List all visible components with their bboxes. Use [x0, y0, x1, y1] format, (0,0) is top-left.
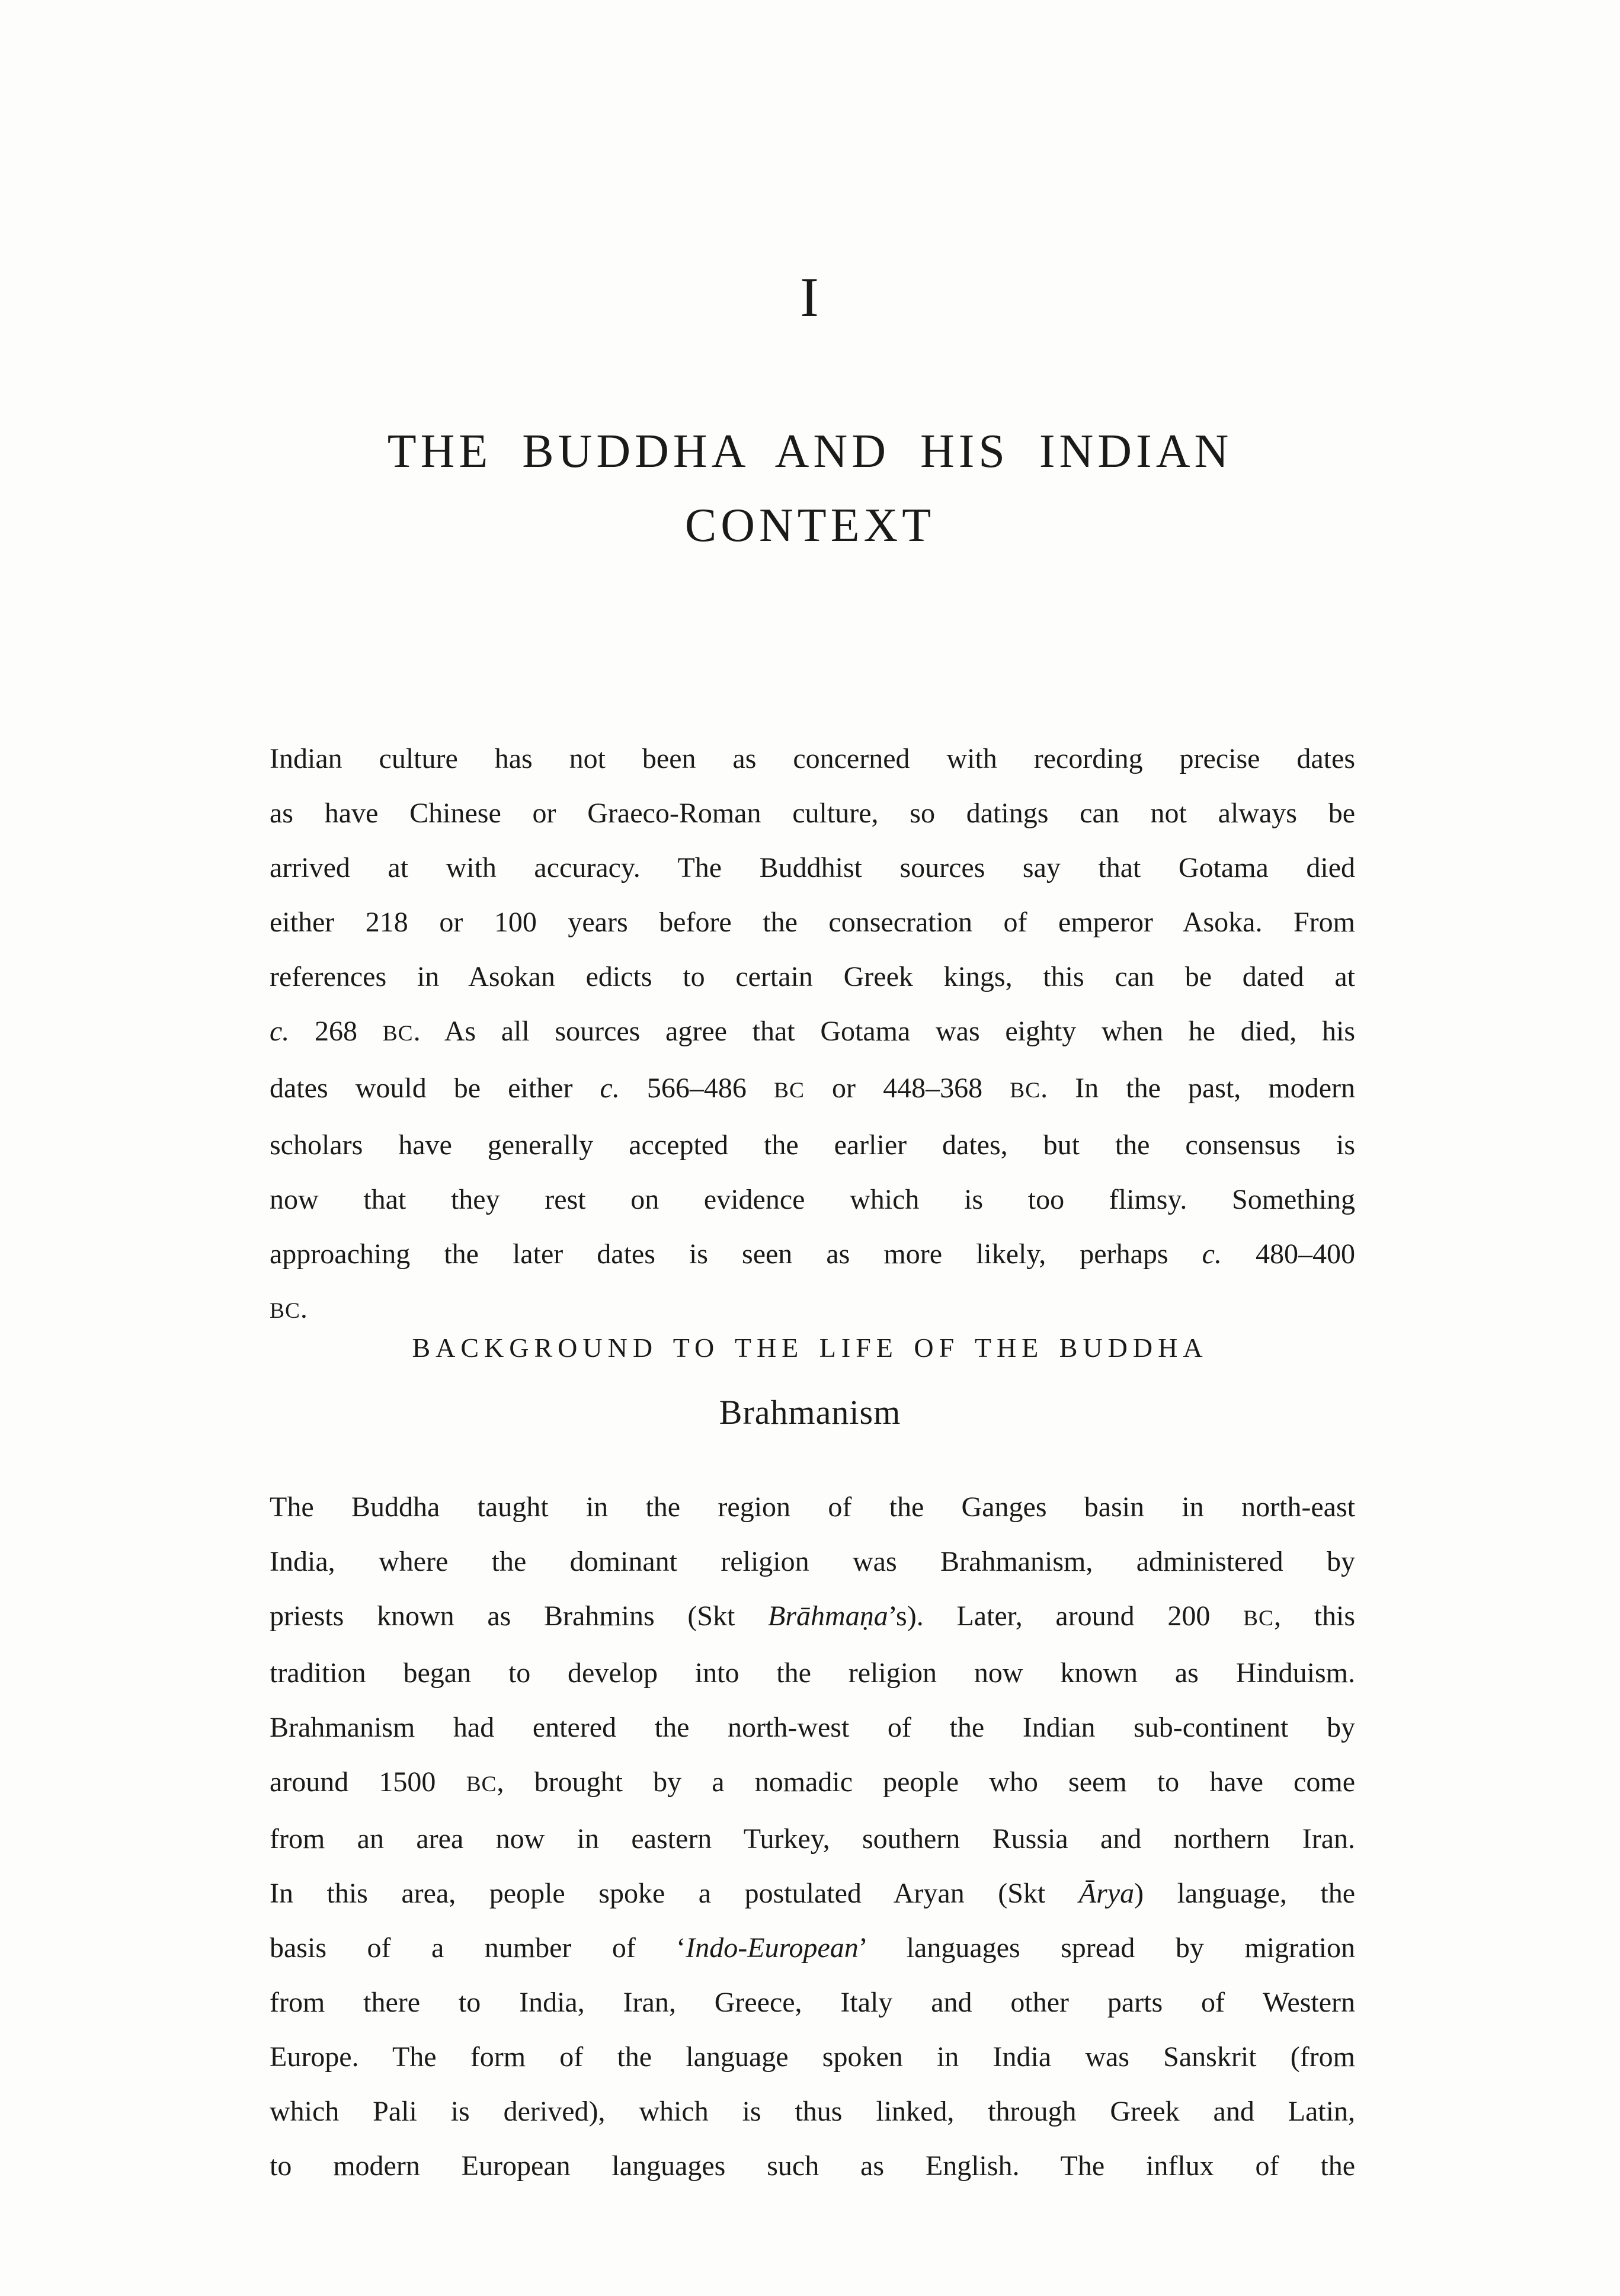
text-line: tradition began to develop into the religion now known as Hinduism.	[270, 1657, 1355, 1689]
text-line: which Pali is derived), which is thus linked, through Greek and Latin,	[270, 2096, 1355, 2127]
text-line: Indian culture has not been as concerned with recording precise dates	[270, 743, 1355, 774]
subsection-heading: Brahmanism	[719, 1393, 901, 1432]
text-line: either 218 or 100 years before the consecration of emperor Asoka. From	[270, 907, 1355, 938]
paragraph-brahmanism	[270, 1480, 1355, 2193]
text-line: India, where the dominant religion was Brahmanism, administered by	[270, 1546, 1355, 1577]
text-line: approaching the later dates is seen as more likely, perhaps c. 480–400	[270, 1238, 1356, 1270]
text-line: basis of a number of ‘Indo-European’ languages spread by migration	[270, 1932, 1355, 1964]
chapter-title-line-2: CONTEXT	[684, 499, 936, 552]
text-line: to modern European languages such as English. The influx of the	[270, 2150, 1355, 2182]
chapter-number: I	[800, 267, 820, 328]
text-line: from there to India, Iran, Greece, Italy and other parts of Western	[270, 1987, 1355, 2018]
text-line: Brahmanism had entered the north-west of the Indian sub-continent by	[270, 1712, 1355, 1743]
text-line: BC.	[270, 1293, 308, 1324]
text-line: c. 268 BC. As all sources agree that Gotama was eighty when he died, his	[270, 1016, 1356, 1047]
paragraph-dating-of-buddha	[270, 732, 1355, 1338]
text-line: dates would be either c. 566–486 BC or 448–368 BC. In the past, modern	[270, 1072, 1355, 1104]
text-line: arrived at with accuracy. The Buddhist sources say that Gotama died	[270, 852, 1355, 883]
text-line: around 1500 BC, brought by a nomadic people who seem to have come	[270, 1766, 1356, 1798]
text-line: from an area now in eastern Turkey, southern Russia and northern Iran.	[270, 1823, 1355, 1855]
text-line: as have Chinese or Graeco-Roman culture, so datings can not always be	[270, 798, 1355, 829]
chapter-title	[0, 415, 1620, 563]
chapter-title-line-1: THE BUDDHA AND HIS INDIAN	[387, 425, 1233, 478]
text-line: priests known as Brahmins (Skt Brāhmaṇa’s). Later, around 200 BC, this	[270, 1600, 1355, 1632]
text-line: The Buddha taught in the region of the Ganges basin in north-east	[270, 1491, 1355, 1523]
text-line: now that they rest on evidence which is too flimsy. Something	[270, 1184, 1355, 1215]
text-line: references in Asokan edicts to certain Greek kings, this can be dated at	[270, 961, 1355, 992]
section-heading: BACKGROUND TO THE LIFE OF THE BUDDHA	[412, 1333, 1208, 1363]
text-line: In this area, people spoke a postulated Aryan (Skt Ārya) language, the	[270, 1878, 1355, 1909]
text-line: scholars have generally accepted the earlier dates, but the consensus is	[270, 1129, 1355, 1161]
text-line: Europe. The form of the language spoken in India was Sanskrit (from	[270, 2041, 1355, 2073]
